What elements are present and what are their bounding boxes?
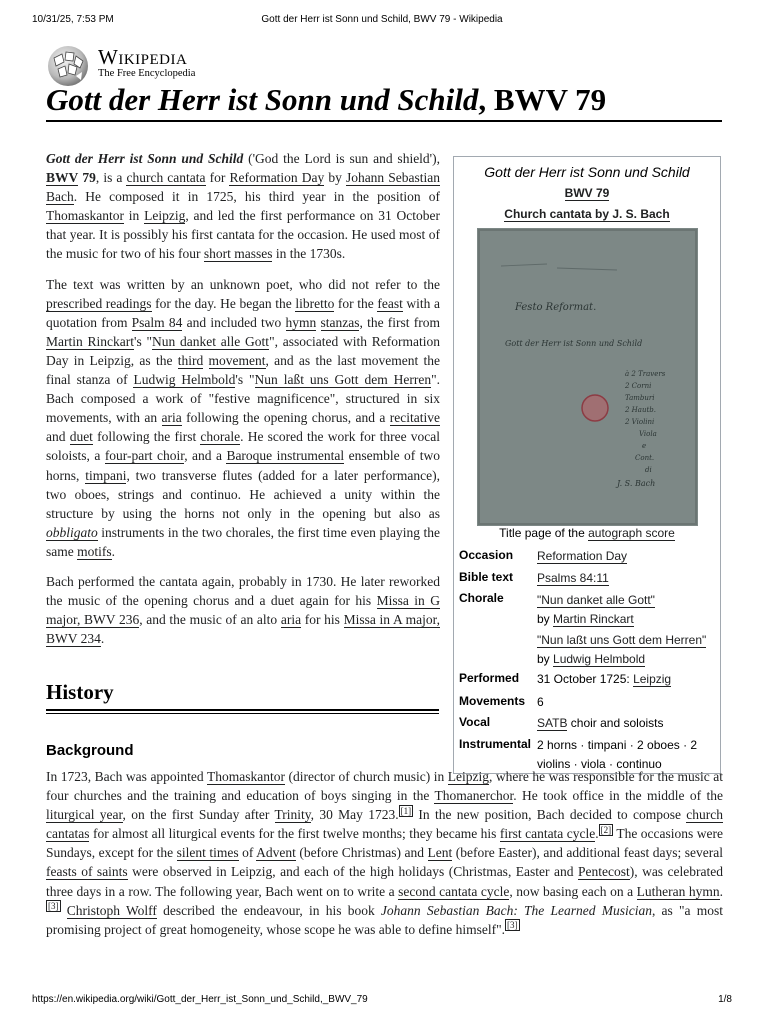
- ms-line-violini: 2 Violini: [625, 418, 655, 426]
- autograph-score-image[interactable]: [477, 228, 698, 526]
- title-underline: [46, 120, 722, 122]
- manuscript-page-svg: [477, 228, 698, 526]
- site-name: Wikipedia: [98, 45, 188, 69]
- print-page-title: Gott der Herr ist Sonn und Schild, BWV 79 - Wikipedia: [261, 14, 503, 25]
- link-chorale-nun-lasst[interactable]: "Nun laßt uns Gott dem Herren": [537, 633, 707, 647]
- link-chorale-helmbold[interactable]: Ludwig Helmbold: [553, 652, 646, 666]
- link-feast[interactable]: feast: [377, 295, 403, 311]
- link-performed-leipzig[interactable]: Leipzig: [633, 672, 672, 686]
- infobox-caption: Title page of the autograph score: [499, 526, 675, 540]
- citation-3[interactable]: [3]: [48, 901, 59, 912]
- link-aria[interactable]: aria: [161, 410, 182, 426]
- lead-paragraph-1: Gott der Herr ist Sonn und Schild ('God the Lord is sun and shield'), BWV 79, is a church cantata for Reformation Day by Johann Sebastian Bach. He composed it in 1725, his third year in the position of Thomaskantor in Leipzig, and led the first performance on 31 October that year. It is possibly his first cantata for the occasion. He used most of the music for two of his four short masses in the 1730s.: [46, 151, 441, 262]
- link-martin-rinckart[interactable]: Martin Rinckart: [46, 333, 135, 349]
- site-tagline: The Free Encyclopedia: [98, 68, 196, 79]
- link-church-cantata[interactable]: church cantata: [126, 170, 206, 186]
- ms-line-cont: Cont.: [635, 454, 655, 462]
- link-lutheran-hymn[interactable]: Lutheran hymn: [636, 883, 720, 899]
- book-title: Johann Sebastian Bach: The Learned Musician: [380, 902, 652, 918]
- link-liturgical-year[interactable]: liturgical year: [46, 807, 123, 823]
- infobox-row-chorale: Chorale "Nun danket alle Gott" by Martin Rinckart "Nun laßt uns Gott dem Herren" by Ludwig Helmbold: [459, 591, 707, 666]
- link-trinity[interactable]: Trinity: [274, 807, 311, 823]
- title-italic: Gott der Herr ist Sonn und Schild: [46, 82, 479, 117]
- link-baroque-instrumental[interactable]: Baroque instrumental: [226, 448, 345, 464]
- link-occasion[interactable]: Reformation Day: [537, 549, 628, 563]
- infobox-title: Gott der Herr ist Sonn und Schild: [484, 164, 690, 180]
- page-title: [46, 80, 606, 120]
- lead-paragraph-2: The text was written by an unknown poet, who did not refer to the prescribed readings for the day. He began the libretto for the feast with a quotation from Psalm 84 and included two hymn stanzas, the first from Martin Rinckart's "Nun danket alle Gott", associated with Reformation Day in Leipzig, as the third movement, and as the last movement the final stanza of Ludwig Helmbold's "Nun laßt uns Gott dem Herren". Bach composed a work of "festive magnificence", structured in six movements, with an aria following the opening chorus, and a recitative and duet following the first chorale. He scored the work for three vocal soloists, a four-part choir, and a Baroque instrumental ensemble of two horns, timpani, two transverse flutes (added for a later performance), two oboes, strings and continuo. He achieved a unity within the structure by using the horns not only in the opening but also as obbligato instruments in the two chorales, the first time even playing the same motifs.: [46, 276, 440, 559]
- link-thomaskantor[interactable]: Thomaskantor: [46, 208, 124, 224]
- citation-3b[interactable]: [3]: [507, 920, 518, 931]
- library-stamp: [582, 395, 608, 421]
- print-url: https://en.wikipedia.org/wiki/Gott_der_Herr_ist_Sonn_und_Schild,_BWV_79: [32, 994, 368, 1005]
- ms-line-signature: J. S. Bach: [617, 479, 656, 488]
- link-pentecost[interactable]: Pentecost: [577, 864, 630, 880]
- link-movement[interactable]: movement: [208, 352, 266, 368]
- ms-line-travers: à 2 Travers: [625, 370, 666, 378]
- ms-line-title: Gott der Herr ist Sonn und Schild: [505, 339, 643, 348]
- link-satb[interactable]: SATB: [537, 716, 568, 730]
- link-leipzig[interactable]: Leipzig: [144, 208, 186, 224]
- link-four-part-choir[interactable]: four-part choir: [104, 448, 185, 464]
- link-nun-lasst[interactable]: Nun laßt uns Gott dem Herren: [254, 372, 432, 388]
- link-infobox-bwv[interactable]: BWV 79: [564, 186, 610, 200]
- link-missa-g-major[interactable]: Missa in G major, BWV 236: [46, 593, 440, 628]
- link-motifs[interactable]: motifs: [77, 543, 112, 559]
- link-libretto[interactable]: libretto: [295, 295, 335, 311]
- link-advent[interactable]: Advent: [256, 845, 296, 861]
- section-heading-history: History: [46, 680, 114, 704]
- link-leipzig-2[interactable]: Leipzig: [447, 769, 489, 784]
- link-thomanerchor[interactable]: Thomanerchor: [434, 788, 514, 804]
- subsection-heading-background: Background: [46, 742, 134, 759]
- history-rule: [46, 709, 439, 711]
- citation-1[interactable]: [1]: [400, 805, 412, 816]
- ms-line-e: e: [642, 442, 647, 450]
- link-thomaskantor-2[interactable]: Thomaskantor: [206, 769, 285, 784]
- print-header: [32, 14, 732, 28]
- link-chorale-rinckart[interactable]: Martin Rinckart: [553, 612, 634, 626]
- link-chorale[interactable]: chorale: [200, 429, 241, 445]
- link-silent-times[interactable]: silent times: [176, 845, 239, 861]
- print-footer: [32, 994, 732, 1005]
- link-bible-text[interactable]: Psalms 84:11: [537, 571, 609, 585]
- link-bwv[interactable]: BWV: [46, 170, 79, 186]
- link-missa-a-major[interactable]: Missa in A major, BWV 234: [46, 612, 440, 647]
- link-reformation-day[interactable]: Reformation Day: [229, 170, 325, 186]
- link-autograph-score[interactable]: autograph score: [588, 526, 675, 540]
- history-rule-2: [46, 713, 439, 714]
- lead-section: [46, 149, 440, 659]
- link-ludwig-helmbold[interactable]: Ludwig Helmbold: [133, 372, 236, 388]
- link-timpani[interactable]: timpani: [85, 467, 127, 483]
- link-first-cantata-cycle[interactable]: first cantata cycle: [499, 826, 596, 842]
- link-psalm-84[interactable]: Psalm 84: [131, 314, 183, 330]
- link-recitative[interactable]: recitative: [389, 410, 440, 426]
- background-paragraph-1: In 1723, Bach was appointed Thomaskantor (director of church music) in Leipzig, where he was responsible for the music at four churches and the training and education of boys singing in the Thomanerchor. He took office in the middle of the liturgical year, on the first Sunday after Trinity, 30 May 1723. [1] In the new position, Bach decided to compose church cantatas for almost all liturgical events for the first twelve months; they became his first cantata cycle. [2] The occasions were Sundays, except for the silent times of Advent (before Christmas) and Lent (before Easter), and additional feast days; several feasts of saints were observed in Leipzig, and each of the high holidays (Christmas, Easter and Pentecost), was celebrated three days in a row. The following year, Bach went on to write a second cantata cycle, now basing each on a Lutheran hymn.[3] Christoph Wolff described the endeavour, in his book Johann Sebastian Bach: The Learned Musician, as "a most promising project of great homogeneity, whose scope he was able to define himself". [3]: [46, 769, 724, 937]
- ms-line-corni: 2 Corni: [625, 382, 652, 390]
- link-bach[interactable]: Johann Sebastian Bach: [46, 170, 441, 205]
- wikipedia-wordmark[interactable]: [98, 46, 195, 80]
- link-stanzas[interactable]: stanzas: [320, 314, 360, 330]
- link-second-cantata-cycle[interactable]: second cantata cycle: [398, 883, 510, 899]
- link-lent[interactable]: Lent: [427, 845, 453, 861]
- link-hymn[interactable]: hymn: [285, 314, 317, 330]
- link-third[interactable]: third: [177, 352, 204, 368]
- bold-title: Gott der Herr ist Sonn und Schild: [46, 151, 244, 166]
- lead-paragraph-3: Bach performed the cantata again, probably in 1730. He later reworked the music of the opening chorus and a duet again for his Missa in G major, BWV 236, and the music of an alto aria for his Missa in A major, BWV 234.: [46, 573, 440, 647]
- link-prescribed-readings[interactable]: prescribed readings: [46, 295, 152, 311]
- link-chorale-nun-danket[interactable]: "Nun danket alle Gott": [537, 593, 655, 607]
- print-datetime: 10/31/25, 7:53 PM: [32, 14, 114, 25]
- link-christoph-wolff[interactable]: Christoph Wolff: [66, 902, 157, 918]
- link-aria-2[interactable]: aria: [280, 612, 302, 628]
- ms-line-festo: Festo Reformat.: [515, 302, 597, 313]
- link-short-masses[interactable]: short masses: [203, 246, 273, 262]
- link-feasts-of-saints[interactable]: feasts of saints: [46, 864, 128, 880]
- ms-line-tamburi: Tamburi: [625, 394, 655, 402]
- title-rest: , BWV 79: [478, 82, 607, 117]
- link-obbligato[interactable]: obbligato: [46, 524, 98, 540]
- link-duet[interactable]: duet: [69, 429, 93, 445]
- ms-line-viola: Viola: [639, 430, 657, 438]
- background-section: [46, 767, 723, 939]
- link-church-cantatas[interactable]: church cantatas: [46, 807, 723, 842]
- ms-line-di: di: [645, 466, 652, 474]
- ms-line-hautb: 2 Hautb.: [625, 406, 656, 414]
- citation-2[interactable]: [2]: [600, 824, 612, 835]
- infobox-genre: [454, 207, 720, 221]
- print-page-number: 1/8: [718, 994, 732, 1005]
- infobox-bwv: [454, 186, 720, 200]
- infobox: Gott der Herr ist Sonn und Schild BWV 79 Church cantata by J. S. Bach Festo Reformat. Gott der Herr ist Sonn und Schild à 2 Travers 2 Corni Tamburi 2 Hautb. 2 Violini Viola e Cont. di J. S. Bach Title page of the autograph score Occasion Reformation Day Bible text Psalms 84:11 Chorale "Nun danket alle Gott" by Martin Rinckart "Nun laßt uns Gott dem Herren" by Ludwig Helmbold Performed 31 October 1725: Leipzig Movements 6 Vocal SATB choir and soloists Instrumental 2 horns · timpani · 2 oboes · 2 violins · viola · continuo: [453, 156, 721, 774]
- link-nun-danket[interactable]: Nun danket alle Gott: [152, 333, 270, 349]
- link-infobox-genre[interactable]: Church cantata by J. S. Bach: [504, 207, 670, 221]
